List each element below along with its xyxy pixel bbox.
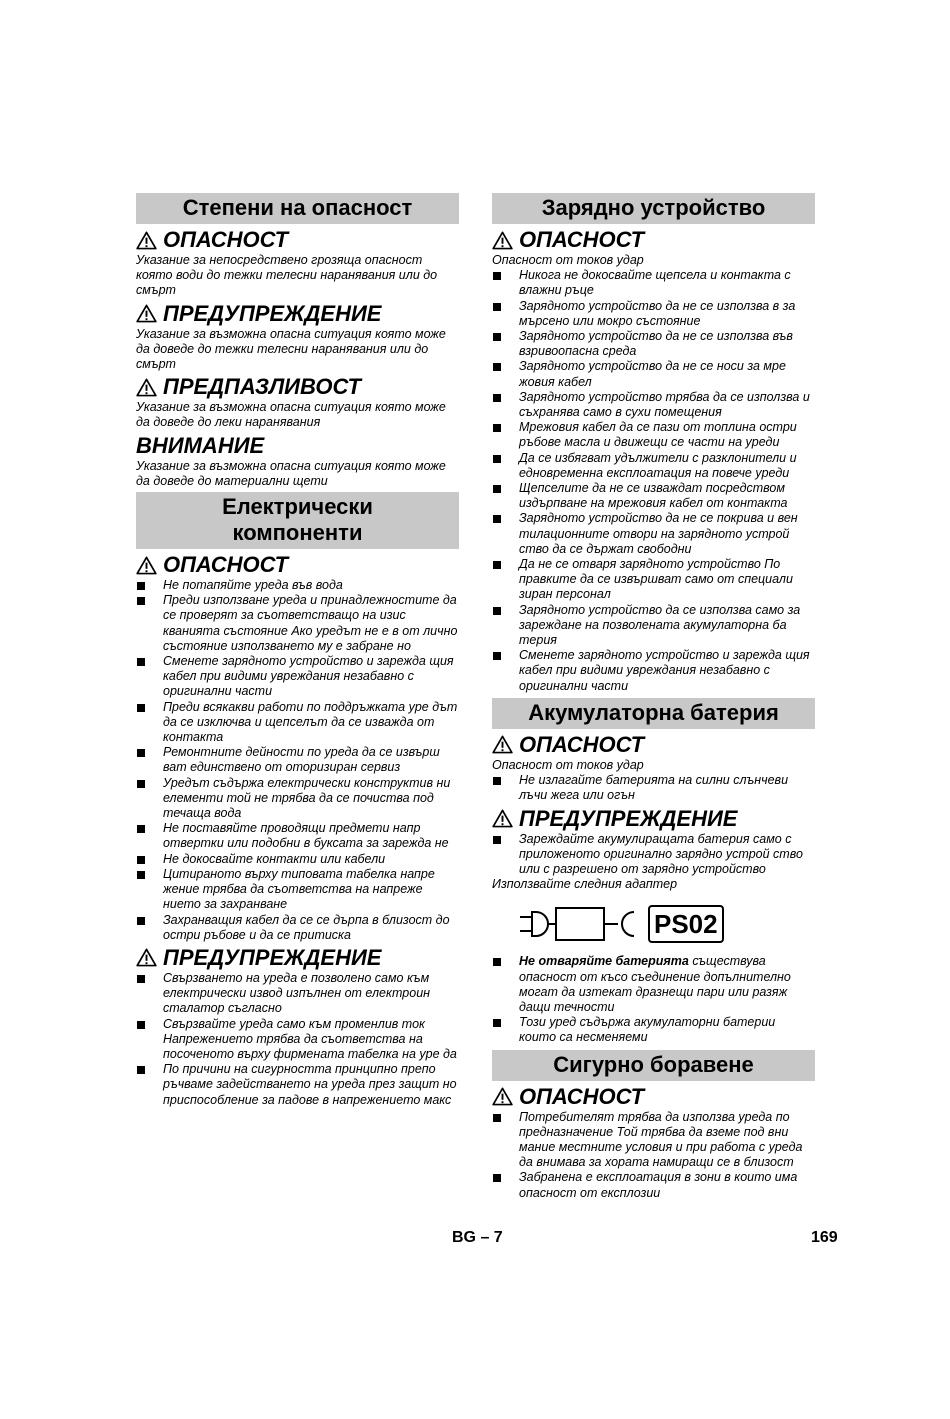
adapter-diagram xyxy=(520,902,815,946)
warning-description: Указание за възможна опасна ситуация която може да доведе до тежки телесни наранявания или до смърт xyxy=(136,326,446,372)
adapter-code: PS02 xyxy=(648,905,724,943)
list-item: Сменете зарядното устройство и зарежда щия кабел при видими увреждания незабавно с оригинални части xyxy=(492,648,815,694)
bold-note: Не отваряйте батерията xyxy=(519,954,689,969)
warning-triangle-icon xyxy=(136,378,157,397)
list-item: Зарядното устройство да не се използва във взривоопасна среда xyxy=(492,329,815,359)
list-item: Потребителят трябва да използва уреда по предназначение Той трябва да вземе под вни мание местните условия и при работа с уреда да внимава за хората намиращи се в близост xyxy=(492,1110,815,1171)
signal-caution xyxy=(136,374,459,400)
signal-label: ПРЕДУПРЕЖДЕНИЕ xyxy=(519,805,738,831)
charger-intro: Опасност от токов удар xyxy=(492,253,644,267)
list-item: Захранващия кабел да се се дърпа в близост до остри ръбове и да се притиска xyxy=(136,913,459,943)
section-title-charger: Зарядно устройство xyxy=(492,193,815,224)
list-item: Никога не докосвайте щепсела и контакта с влажни ръце xyxy=(492,268,815,298)
list-item: Да не се отваря зарядното устройство По правките да се извършват само от специали зиран персонал xyxy=(492,557,815,603)
list-item: Свързвайте уреда само към променлив ток Напрежението трябва да съответства на посоченото върху фирмената табелка на уре да xyxy=(136,1017,459,1063)
right-column xyxy=(492,193,815,1201)
signal-warning xyxy=(136,301,459,327)
signal-warning xyxy=(136,945,459,971)
signal-danger xyxy=(492,227,815,253)
signal-label: ОПАСНОСТ xyxy=(519,1083,645,1109)
caution-description: Указание за възможна опасна ситуация която може да доведе до леки наранявания xyxy=(136,400,446,430)
list-item: Ремонтните дейности по уреда да се извърш ват единствено от оторизиран сервиз xyxy=(136,745,459,775)
section-title-electrical xyxy=(136,492,459,549)
note-text: съществува опасност от късо съединение допълнително могат да изтекат дразнещи пари или разяж дащи течности xyxy=(519,954,791,1014)
signal-danger xyxy=(492,1084,815,1110)
electrical-danger-list xyxy=(136,578,459,943)
list-item: Зарядното устройство да се използва само за зареждане на позволената акумулаторна ба терия xyxy=(492,603,815,649)
list-item: Зарядното устройство да не се използва в за мърсено или мокро състояние xyxy=(492,299,815,329)
title-line: компоненти xyxy=(232,520,363,546)
signal-label: ПРЕДУПРЕЖДЕНИЕ xyxy=(163,300,382,326)
list-item: Не потапяйте уреда във вода xyxy=(136,578,459,593)
signal-label: ОПАСНОСТ xyxy=(163,227,289,252)
page-number: 169 xyxy=(811,1229,838,1246)
signal-warning xyxy=(492,806,815,832)
electrical-warning-list xyxy=(136,971,459,1108)
danger-description: Указание за непосредствено грозяща опасност която води до тежки телесни наранявания или до смърт xyxy=(136,253,438,298)
list-item: Забранена е експлоатация в зони в които има опасност от експлозии xyxy=(492,1170,815,1200)
list-item: Щепселите да не се изваждат посредством издърпване на мрежовия кабел от контакта xyxy=(492,481,815,511)
list-item: Цитираното върху типовата табелка напре жение трябва да съответства на напреже нието за захранване xyxy=(136,867,459,913)
list-item: Преди всякакви работи по поддръжката уре дът да се изключва и щепселът да се изважда от контакта xyxy=(136,700,459,746)
warning-triangle-icon xyxy=(136,556,157,575)
battery-intro: Опасност от токов удар xyxy=(492,757,644,772)
list-item: Уредът съдържа електрически конструктив ни елементи той не трябва да се почиства под течаща вода xyxy=(136,776,459,822)
adapter-icon xyxy=(520,904,640,944)
list-item: Зарядното устройство трябва да се използва и съхранява само в сухи помещения xyxy=(492,390,815,420)
safe-handling-list xyxy=(492,1110,815,1201)
warning-triangle-icon xyxy=(136,304,157,323)
warning-triangle-icon xyxy=(492,809,513,828)
warning-triangle-icon xyxy=(136,948,157,967)
battery-notes-list xyxy=(492,954,815,1045)
left-column xyxy=(136,193,459,1108)
list-item: Сменете зарядното устройство и зарежда щия кабел при видими увреждания незабавно с оригинални части xyxy=(136,654,459,700)
list-item: Зареждайте акумулиращата батерия само с приложеното оригинално зарядно устрой ство или с разрешено от зарядно устройство xyxy=(492,832,815,878)
attention-description: Указание за възможна опасна ситуация която може да доведе до материални щети xyxy=(136,458,446,488)
section-title-safe-handling: Сигурно боравене xyxy=(492,1050,815,1081)
list-item: Не поставяйте проводящи предмети напр отвертки или подобни в буксата за зарежда не xyxy=(136,821,459,851)
footer-section-code: BG – 7 xyxy=(452,1229,503,1246)
list-item: Зарядното устройство да не се покрива и вен тилационните отвори на зарядното устрой ство да се държат свободни xyxy=(492,511,815,557)
signal-danger xyxy=(136,552,459,578)
signal-label: ПРЕДПАЗЛИВОСТ xyxy=(163,374,361,400)
list-item xyxy=(492,954,815,1015)
charger-danger-list xyxy=(492,268,815,694)
warning-triangle-icon xyxy=(492,1087,513,1106)
list-item: Мрежовия кабел да се пази от топлина остри ръбове масла и движещи се части на уреди xyxy=(492,420,815,450)
warning-triangle-icon xyxy=(492,735,513,754)
signal-attention xyxy=(136,433,459,459)
list-item: По причини на сигурността принципно препо ръчваме задействането на уреда през защит но приспособление за падове в напрежението макс xyxy=(136,1062,459,1108)
section-title-battery: Акумулаторна батерия xyxy=(492,698,815,729)
signal-label: ВНИМАНИЕ xyxy=(136,432,265,458)
signal-danger xyxy=(492,732,815,758)
signal-label: ПРЕДУПРЕЖДЕНИЕ xyxy=(163,944,382,970)
list-item: Да се избягват удължители с разклонители и едновременна експлоатация на повече уреди xyxy=(492,451,815,481)
signal-danger xyxy=(136,227,459,253)
adapter-text: Използвайте следния адаптер xyxy=(492,877,678,892)
list-item: Зарядното устройство да не се носи за мре жовия кабел xyxy=(492,359,815,389)
battery-warning-list xyxy=(492,832,815,878)
signal-label: ОПАСНОСТ xyxy=(519,731,645,757)
battery-danger-list xyxy=(492,773,815,803)
list-item: Този уред съдържа акумулаторни батерии които са несменяеми xyxy=(492,1015,815,1045)
list-item: Свързването на уреда е позволено само към електрически извод изпълнен от електроин сталатор съгласно xyxy=(136,971,459,1017)
signal-label: ОПАСНОСТ xyxy=(163,552,289,578)
section-title-hazard-levels: Степени на опасност xyxy=(136,193,459,224)
list-item: Не излагайте батерията на силни слънчеви лъчи жега или огън xyxy=(492,773,815,803)
warning-triangle-icon xyxy=(136,231,157,250)
warning-triangle-icon xyxy=(492,231,513,250)
title-line: Електрически xyxy=(222,494,373,520)
signal-label: ОПАСНОСТ xyxy=(519,227,645,252)
list-item: Преди използване уреда и принадлежностите да се проверят за съответстващо на изис кваниятa състояние Ако уредът не е в от лично състояние използването му е забране но xyxy=(136,593,459,654)
list-item: Не докосвайте контакти или кабели xyxy=(136,852,459,867)
